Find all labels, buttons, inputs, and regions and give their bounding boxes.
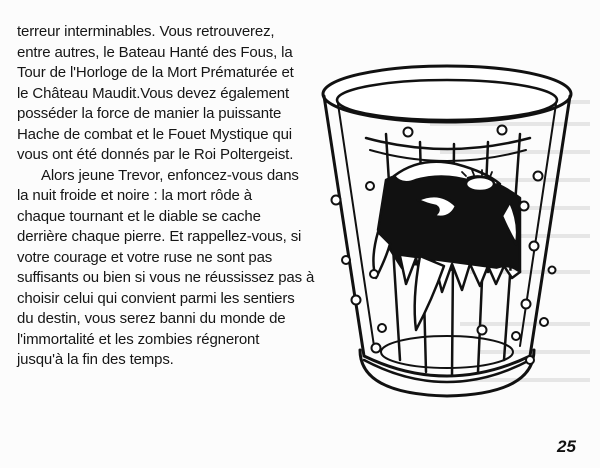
text-line: le Château Maudit.Vous devez également: [17, 84, 289, 102]
text-line: l'immortalité et les zombies régneront: [17, 330, 260, 348]
text-line: Hache de combat et le Fouet Mystique qui: [17, 125, 292, 143]
body-text: [17, 22, 317, 371]
text-line: votre courage et votre ruse ne sont pas: [17, 248, 273, 266]
text-line: du destin, vous serez banni du monde de: [17, 310, 286, 327]
text-line: terreur interminables. Vous retrouverez,: [17, 23, 275, 40]
text-line: Alors jeune Trevor, enfoncez-vous dans: [41, 166, 299, 184]
jar-rim-outer: [323, 66, 571, 122]
page-number: 25: [557, 437, 576, 456]
text-line: suffisants ou bien si vous ne réussissez pas à: [17, 269, 315, 286]
monster-fang: [415, 256, 444, 330]
text-line: choisir celui qui convient parmi les sentiers: [17, 289, 295, 307]
text-line: la nuit froide et noire : la mort rôde à: [17, 187, 252, 204]
text-line: chaque tournant et le diable se cache: [17, 207, 261, 225]
jar-monster-illustration: [316, 60, 578, 450]
text-line: entre autres, le Bateau Hanté des Fous, la: [17, 43, 293, 61]
text-line: Tour de l'Horloge de la Mort Prématurée et: [17, 64, 294, 81]
text-line: derrière chaque pierre. Et rappellez-vous, si: [17, 228, 302, 245]
text-line: posséder la force de manier la puissante: [17, 105, 282, 122]
jar-base: [360, 350, 534, 396]
text-line: vous ont été donnés par le Roi Poltergeist.: [17, 146, 294, 163]
text-line: jusqu'à la fin des temps.: [17, 351, 174, 368]
